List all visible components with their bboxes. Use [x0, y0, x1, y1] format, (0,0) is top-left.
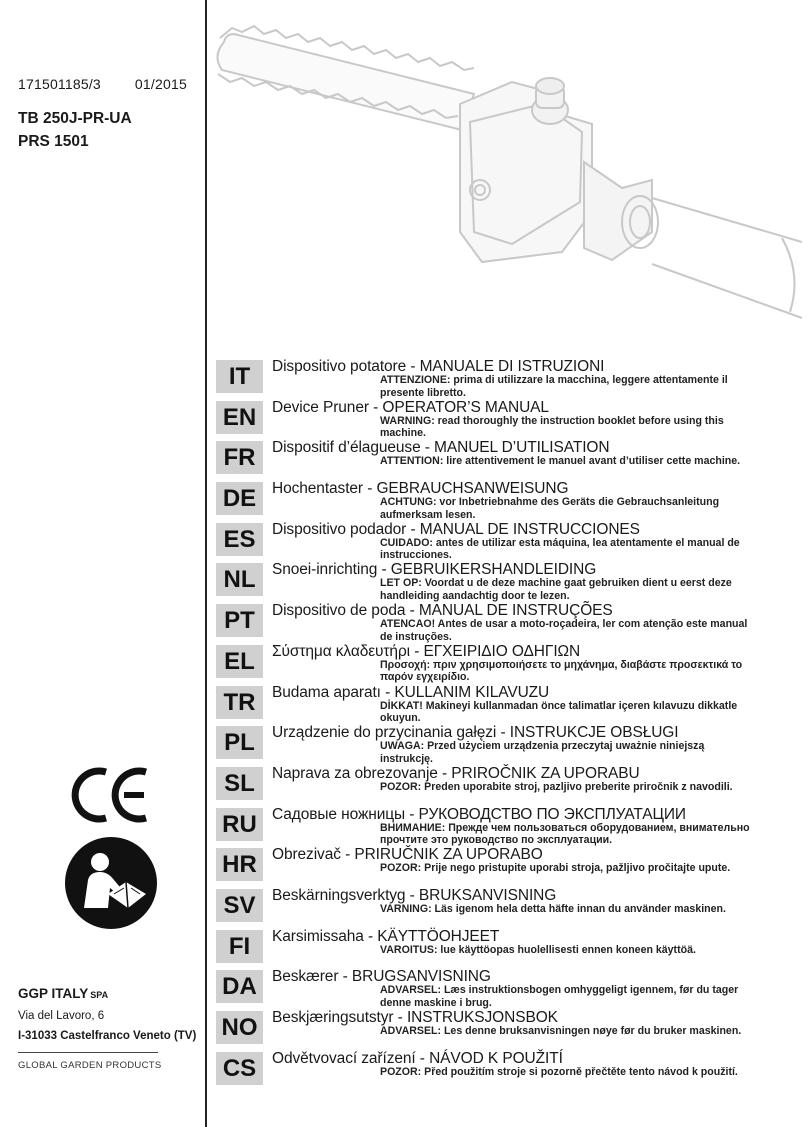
company-name-text: GGP ITALY — [18, 986, 89, 1001]
language-code: NL — [216, 563, 263, 596]
language-warning: ATENCAO! Antes de usar a moto-roçadeira, ler com atenção este manual de instruções. — [380, 618, 748, 643]
language-title: Dispositivo potatore - MANUALE DI ISTRUZIONI — [272, 358, 605, 375]
company-name — [18, 986, 108, 1001]
language-warning: CUIDADO: antes de utilizar esta máquina, lea atentamente el manual de instrucciones. — [380, 536, 740, 562]
language-block-nl — [216, 561, 796, 602]
language-code: PL — [216, 726, 263, 759]
language-code: TR — [216, 686, 263, 719]
language-warning: POZOR: Před použitím stroje si pozorně přečtěte tento návod k použití. — [380, 1065, 738, 1078]
model-number-2: PRS 1501 — [18, 133, 89, 150]
language-warning: POZOR: Prije nego pristupite uporabi stroja, pažljivo pročitajte upute. — [380, 862, 731, 875]
brand-name: GLOBAL GARDEN PRODUCTS — [18, 1060, 162, 1071]
company-address-city: I-31033 Castelfranco Veneto (TV) — [18, 1030, 197, 1042]
language-title: Odvětvovací zařízení - NÁVOD K POUŽITÍ — [272, 1049, 563, 1067]
language-title: Beskærer - BRUGSANVISNING — [272, 968, 491, 986]
language-block-ru — [216, 806, 796, 847]
language-warning: POZOR: Preden uporabite stroj, pazljivo preberite priročnik z navodili. — [380, 780, 733, 793]
language-title: Садовые ножницы - РУКОВОДСТВО ПО ЭКСПЛУАТАЦИИ — [272, 805, 686, 823]
language-code: SV — [216, 889, 263, 922]
language-warning: Προσοχή: πριν χρησιμοποιήσετε το μηχάνημα, διαβάστε προσεκτικά το παρόν εγχειρίδιο. — [380, 658, 743, 684]
language-title: Snoei-inrichting - GEBRUIKERSHANDLEIDING — [272, 561, 597, 579]
language-block-hr — [216, 846, 796, 887]
language-block-pl — [216, 724, 796, 765]
language-block-sv — [216, 887, 796, 928]
language-warning: LET OP: Voordat u de deze machine gaat gebruiken dient u eerst deze handleiding aandachtig door te lezen. — [380, 577, 732, 602]
language-code: DE — [216, 482, 263, 515]
language-warning: VAROITUS: lue käyttöopas huolellisesti ennen koneen käyttöä. — [380, 943, 696, 956]
language-block-cs — [216, 1050, 796, 1091]
language-warning: ADVARSEL: Les denne bruksanvisningen nøye før du bruker maskinen. — [380, 1025, 742, 1037]
language-code: EN — [216, 401, 263, 434]
language-block-fr — [216, 439, 796, 480]
language-warning: DİKKAT! Makineyi kullanmadan önce talimatlar içeren kılavuzu dikkatle okuyun. — [380, 699, 738, 724]
language-warning: WARNING: read thoroughly the instruction booklet before using this machine. — [380, 414, 724, 440]
language-list — [216, 358, 796, 1090]
language-block-fi — [216, 928, 796, 969]
language-title: Device Pruner - OPERATOR’S MANUAL — [272, 398, 549, 416]
brand-divider — [18, 1052, 158, 1053]
language-block-sl — [216, 765, 796, 806]
company-address-street: Via del Lavoro, 6 — [18, 1010, 105, 1022]
language-block-da — [216, 968, 796, 1009]
language-block-el — [216, 643, 796, 684]
language-warning: UWAGA: Przed użyciem urządzenia przeczytaj uważnie niniejszą instrukcję. — [380, 740, 705, 765]
language-title: Σύστημα κλαδευτήρι - ΕΓΧΕΙΡΙΔΙΟ ΟΔΗΓΙΩΝ — [272, 642, 581, 660]
language-block-it — [216, 358, 796, 399]
language-warning: ВНИМАНИЕ: Прежде чем пользоваться оборудованием, внимательно прочтите это руководство по эксплуатации. — [380, 821, 750, 847]
language-title: Beskjæringsutstyr - INSTRUKSJONSBOK — [272, 1009, 558, 1026]
language-block-tr — [216, 684, 796, 725]
language-title: Dispositivo podador - MANUAL DE INSTRUCCIONES — [272, 520, 640, 538]
language-code: DA — [216, 970, 263, 1003]
ce-mark-icon — [66, 764, 152, 826]
language-code: NO — [216, 1011, 263, 1044]
language-warning: VARNING: Läs igenom hela detta häfte innan du använder maskinen. — [380, 902, 726, 915]
language-block-no — [216, 1009, 796, 1050]
model-number-1: TB 250J-PR-UA — [18, 110, 132, 127]
language-code: ES — [216, 523, 263, 556]
language-code: FI — [216, 930, 263, 963]
language-title: Naprava za obrezovanje - PRIROČNIK ZA UPORABU — [272, 764, 640, 782]
read-manual-icon — [64, 836, 158, 930]
language-warning: ACHTUNG: vor Inbetriebnahme des Geräts die Gebrauchsanleitung aufmerksam lesen. — [380, 496, 720, 521]
language-title: Budama aparatı - KULLANIM KILAVUZU — [272, 683, 550, 701]
language-code: PT — [216, 604, 263, 637]
document-code — [18, 76, 187, 92]
vertical-divider — [205, 0, 207, 1127]
document-number: 171501185/3 — [18, 76, 101, 92]
language-title: Dispositivo de poda - MANUAL DE INSTRUÇÕES — [272, 602, 613, 620]
language-block-es — [216, 521, 796, 562]
language-title: Urządzenie do przycinania gałęzi - INSTRUKCJE OBSŁUGI — [272, 724, 679, 742]
language-warning: ADVARSEL: Læs instruktionsbogen omhyggeligt igennem, før du tager denne maskine i brug. — [380, 984, 739, 1009]
language-warning: ATTENTION: lire attentivement le manuel avant d’utiliser cette machine. — [380, 455, 741, 468]
language-warning: ATTENZIONE: prima di utilizzare la macchina, leggere attentamente il presente libretto. — [380, 374, 728, 399]
language-code: CS — [216, 1052, 263, 1085]
language-code: EL — [216, 645, 263, 678]
language-title: Obrezivač - PRIRUČNIK ZA UPORABO — [272, 846, 543, 864]
language-block-de — [216, 480, 796, 521]
language-code: SL — [216, 767, 263, 800]
language-code: FR — [216, 441, 263, 474]
language-code: RU — [216, 808, 263, 841]
document-date: 01/2015 — [134, 76, 187, 92]
language-block-pt — [216, 602, 796, 643]
language-title: Beskärningsverktyg - BRUKSANVISNING — [272, 886, 557, 904]
language-title: Karsimissaha - KÄYTTÖOHJEET — [272, 927, 500, 945]
language-title: Hochentaster - GEBRAUCHSANWEISUNG — [272, 480, 569, 498]
company-suffix: SPA — [90, 990, 109, 1000]
language-block-en — [216, 399, 796, 440]
language-code: HR — [216, 848, 263, 881]
language-title: Dispositif d’élagueuse - MANUEL D’UTILISATION — [272, 439, 610, 457]
pole-pruner-illustration — [212, 12, 802, 342]
language-code: IT — [216, 360, 263, 393]
